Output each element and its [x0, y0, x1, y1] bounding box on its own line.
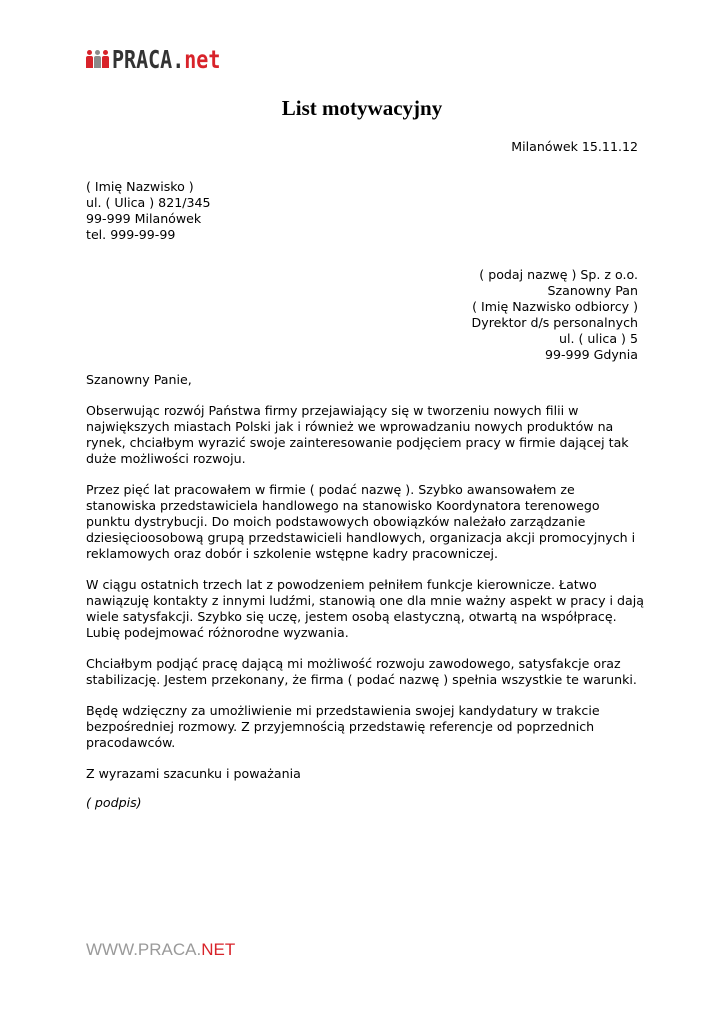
closing: Z wyrazami szacunku i poważania — [86, 766, 301, 781]
signature: ( podpis) — [86, 795, 142, 810]
recipient-address — [472, 267, 638, 363]
paragraph: Chciałbym podjąć pracę dającą mi możliwość rozwoju zawodowego, satysfakcje oraz stabilizację. Jestem przekonany, że firma ( podać nazwę ) spełnia wszystkie te warunki. — [86, 656, 637, 687]
paragraph: Będę wdzięczny za umożliwienie mi przedstawienia swojej kandydatury w trakcie bezpośredniej rozmowy. Z przyjemnością przedstawię referencje od poprzednich pracodawców. — [86, 703, 600, 750]
recipient-line: ( podaj nazwę ) Sp. z o.o. — [479, 267, 638, 282]
praca-net-logo — [86, 44, 220, 74]
logo-wordmark: PRACA.net — [112, 44, 221, 74]
paragraph: Obserwując rozwój Państwa firmy przejawiający się w tworzeniu nowych filii w największych miastach Polski jak i również we wprowadzaniu nowych produktów na rynek, chciałbym wyrazić swoje zainteresowanie podjęciem pracy w firmie dającej tak duże możliwości rozwoju. — [86, 403, 629, 466]
sender-line: ul. ( Ulica ) 821/345 — [86, 195, 211, 210]
people-icon — [86, 50, 110, 68]
footer-url[interactable]: WWW.PRACA.NET — [86, 940, 236, 959]
recipient-line: ( Imię Nazwisko odbiorcy ) — [472, 299, 638, 314]
sender-line: tel. 999-99-99 — [86, 227, 176, 242]
sender-address — [86, 179, 211, 243]
date-line: Milanówek 15.11.12 — [511, 139, 638, 154]
paragraph: Przez pięć lat pracowałem w firmie ( podać nazwę ). Szybko awansowałem ze stanowiska przedstawiciela handlowego na stanowisko Koordynatora terenowego punktu dystrybucji. Do moich podstawowych obowiązków należało zarządzanie dziesięcioosobową grupą przedstawicieli handlowych, organizacja akcji promocyjnych i reklamowych oraz dobór i szkolenie wstępne kadry pracowniczej. — [86, 482, 636, 561]
sender-line: 99-999 Milanówek — [86, 211, 202, 226]
recipient-line: Dyrektor d/s personalnych — [471, 315, 638, 330]
greeting: Szanowny Panie, — [86, 372, 192, 387]
sender-line: ( Imię Nazwisko ) — [86, 179, 194, 194]
letter-body — [86, 372, 646, 797]
document-title: List motywacyjny — [281, 96, 443, 120]
recipient-line: Szanowny Pan — [547, 283, 638, 298]
recipient-line: 99-999 Gdynia — [544, 347, 638, 362]
recipient-line: ul. ( ulica ) 5 — [559, 331, 638, 346]
paragraph: W ciągu ostatnich trzech lat z powodzeniem pełniłem funkcje kierownicze. Łatwo nawiązuję kontakty z innymi ludźmi, stanowią one dla mnie ważny aspekt w pracy i dają wiele satysfakcji. Szybko się uczę, jestem osobą elastyczną, otwartą na współpracę. Lubię podejmować różnorodne wyzwania. — [86, 577, 644, 640]
